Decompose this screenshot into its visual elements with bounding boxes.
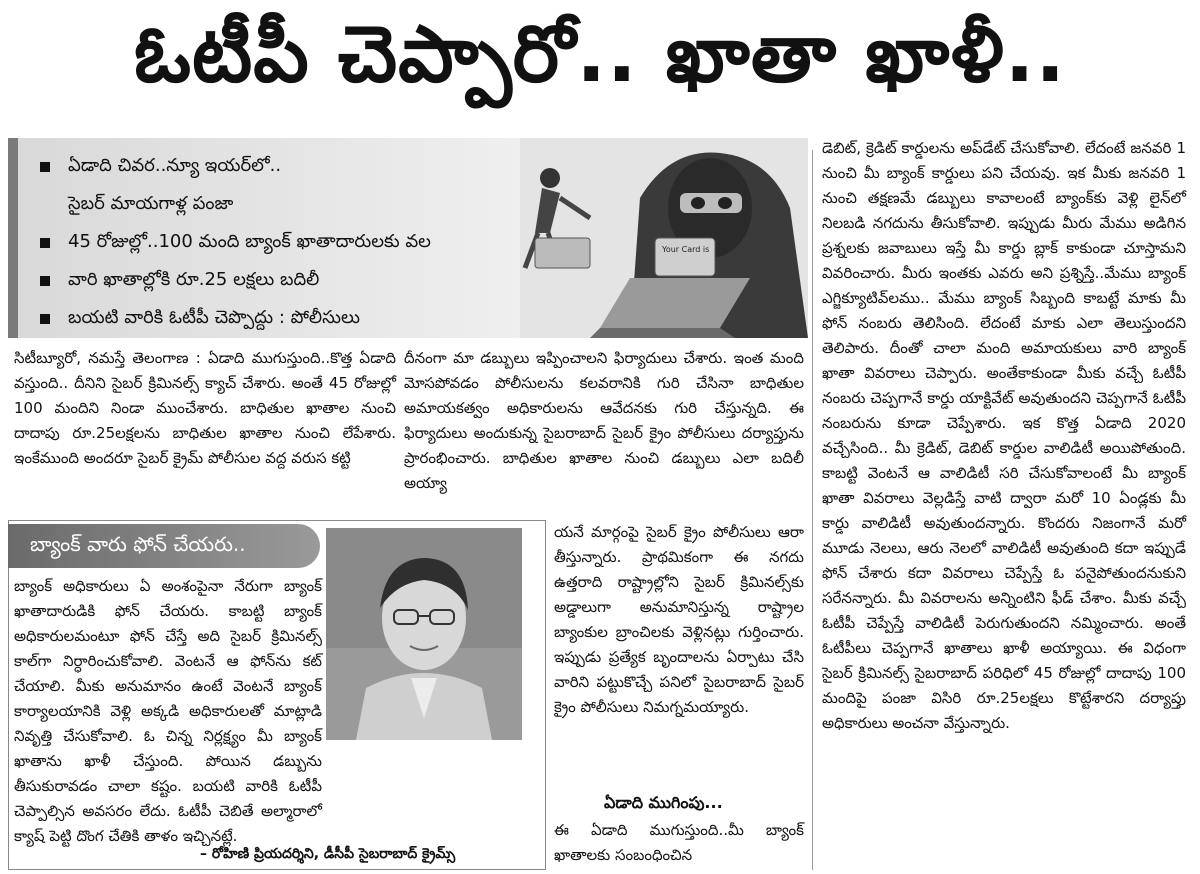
sub-heading: ఏడాది ముగింపు... <box>604 793 723 812</box>
bullet-marker-icon <box>40 314 50 324</box>
bullet-marker-icon <box>40 276 50 286</box>
column-divider <box>812 150 813 870</box>
article-paragraph: దీనంగా మా డబ్బులు ఇప్పించాలని ఫిర్యాదులు చేశారు. ఇంత మంది మోసపోవడం పోలీసులను కలవరానికి గురి చేసినా బాధితుల అమాయకత్వం అధికారులను ఆవేదనకు గురి చేస్తున్నది. ఈ ఫిర్యాదులు అందుకున్న సైబరాబాద్ సైబర్ క్రైం పోలీసులు దర్యాప్తును ప్రారంభించారు. బాధితుల ఖాతాల నుంచి డబ్బులు ఎలా బదిలీ అయ్యా <box>404 349 804 492</box>
hacker-illustration-icon <box>520 138 808 338</box>
article-column-2b <box>554 520 804 720</box>
highlight-item <box>40 186 520 224</box>
article-column-3 <box>822 136 1186 736</box>
highlight-item <box>40 224 520 262</box>
officer-photo <box>326 528 522 740</box>
hacker-photo <box>520 138 808 338</box>
article-paragraph: సిటీబ్యూరో, నమస్తే తెలంగాణ : ఏడాది ముగుస్తుంది..కొత్త ఏడాది వస్తుంది.. దీనిని సైబర్ క్రిమినల్స్ క్యాచ్ చేశారు. అంతే 45 రోజుల్లో 100 మందిని నిండా ముంచేశారు. బాధితుల ఖాతాల నుంచి దాదాపు రూ.25లక్షలను బాధితుల ఖాతాల నుంచి లేపేశారు. ఇంకేముంది అందరూ సైబర్ క్రైమ్ పోలీసుల వద్ద వరుస కట్టి <box>14 349 396 467</box>
article-paragraph: డెబిట్, క్రెడిట్ కార్డులను అప్‌డేట్ చేసుకోవాలి. లేదంటే జనవరి 1 నుంచి మీ బ్యాంక్ కార్డులు పని చేయవు. ఇక మీకు జనవరి 1 నుంచి తక్షణమే డబ్బులు కావాలంటే బ్యాంక్‌కు వెళ్లి లైన్‌లో నిలబడి నగదును తీసుకోవాలి. ఇప్పుడు మీరు మేము అడిగిన ప్రశ్నలకు జవాబులు ఇస్తే మీ కార్డు బ్లాక్ కాకుండా చూస్తామని వివరించారు. మీరు ఇంతకు ఎవరు అని ప్రశ్నిస్తే..మేము బ్యాంక్ ఎగ్జిక్యూటివ్‌లము.. మేము బ్యాంక్ సిబ్బంది కాబట్టే మాకు మీ ఫోన్ నంబరు తెలిసింది. లేదంటే మాకు ఎలా తెలుస్తుందని తెలిపారు. దీంతో చాలా మంది అమాయకులు వారి బ్యాంక్ ఖాతా వివరాలు చెప్పారు. అంతేకాకుండా మీకు వచ్చే ఓటీపీ నంబరు చెప్పగానే కార్డు యాక్టివేట్ అవుతుందని చెప్పగానే ఓటీపీ నంబరును కూడా చెప్పేశారు. ఇక కొత్త ఏడాది 2020 వచ్చేసింది.. మీ క్రెడిట్, డెబిట్ కార్డుల వాలిడిటీ అయిపోతుంది. కాబట్టి వెంటనే ఆ వాలిడిటీ సరి చేసుకోవాలంటే మీ బ్యాంక్ ఖాతా వివరాలు వెల్లడిస్తే వాటి ద్వారా మరో 10 ఏండ్లకు మీ కార్డు వాలిడిటీ అవుతుందన్నారు. కొందరు నిజంగానే మరో మూడు నెలలు, ఆరు నెలలో వాలిడిటీ అవుతుంది కదా ఇప్పుడే ఫోన్ చేశారు కదా వివరాలు చెప్పేస్తే ఓ పనైపోతుందనుకుని సరేనన్నారు. మీ వివరాలను అన్నింటిని ఫీడ్ చేశాం. మీకు వచ్చే ఓటీపీ చెప్పేస్తే వాలిడిటీ పెరుగుతుందని నమ్మించారు. అంతే ఓటీపీలు చెప్పగానే ఖాతాలు ఖాళీ అయ్యాయి. ఈ విధంగా సైబర్ క్రిమినల్స్ సైబరాబాద్ పరిధిలో 45 రోజుల్లో దాదాపు 100 మందిపై పంజా విసిరి రూ.25లక్షలు కొట్టేశారని దర్యాప్తు అధికారులు అంచనా వేస్తున్నారు. <box>822 139 1186 732</box>
highlight-text: సైబర్ మాయగాళ్ల పంజా <box>68 192 234 214</box>
article-paragraph: యనే మార్గంపై సైబర్ క్రైం పోలీసులు ఆరా తీస్తున్నారు. ప్రాథమికంగా ఈ నగదు ఉత్తరాది రాష్ట్రాల్లోని సైబర్ క్రిమినల్స్‌కు అడ్డాలుగా అనుమానిస్తున్న రాష్ట్రాల బ్యాంకుల బ్రాంచిలకు వెళ్లినట్లు గుర్తించారు. ఇప్పుడు ప్రత్యేక బృందాలను ఏర్పాటు చేసి వారిని పట్టుకొచ్చే పనిలో సైబరాబాద్ సైబర్ క్రైం పోలీసులు నిమగ్నమయ్యారు. <box>554 523 804 716</box>
officer-portrait-icon <box>326 528 522 740</box>
highlight-text: 45 రోజుల్లో..100 మంది బ్యాంక్ ఖాతాదారులకు వల <box>68 230 431 252</box>
article-paragraph: ఈ ఏడాది ముగుస్తుంది..మీ బ్యాంక్ ఖాతాలకు సంబంధించిన <box>554 821 804 864</box>
svg-text:Your Card is: Your Card is <box>662 245 710 254</box>
sidebar-body <box>14 574 322 849</box>
highlight-text: బయటి వారికి ఓటీపీ చెప్పొద్దు : పోలీసులు <box>68 306 360 328</box>
highlight-item <box>40 300 520 338</box>
highlight-text: వారి ఖాతాల్లోకి రూ.25 లక్షలు బదిలీ <box>68 268 320 290</box>
sidebar-attribution: – రోహిణి ప్రియదర్శిని, డీసీపీ సైబరాబాద్ క్రైమ్స్ <box>200 846 456 862</box>
highlight-item <box>40 262 520 300</box>
bullet-marker-icon <box>40 238 50 248</box>
highlight-item <box>40 148 520 186</box>
article-column-2 <box>404 346 804 496</box>
article-column-2c <box>554 818 804 868</box>
headline: ఓటీపీ చెప్పారో.. ఖాతా ఖాళీ.. <box>133 9 1067 100</box>
sidebar-title: బ్యాంక్ వారు ఫోన్ చేయరు.. <box>8 524 320 568</box>
article-column-1 <box>14 346 396 471</box>
highlight-text: ఏడాది చివర..న్యూ ఇయర్‌లో.. <box>68 154 282 176</box>
sidebar-paragraph: బ్యాంక్ అధికారులు ఏ అంశంపైనా నేరుగా బ్యాంక్ ఖాతాదారుడికి ఫోన్ చేయరు. కాబట్టి బ్యాంక్ అధికారులమంటూ ఫోన్ చేస్తే అది సైబర్ క్రిమినల్స్ కాల్‌గా నిర్ధారించుకోవాలి. వెంటనే ఆ ఫోన్‌ను కట్ చేయాలి. మీకు అనుమానం ఉంటే వెంటనే బ్యాంక్ కార్యాలయానికి వెళ్లి అక్కడి అధికారులతో మాట్లాడి నివృత్తి చేసుకోవాలి. ఓ చిన్న నిర్లక్ష్యం మీ బ్యాంక్ ఖాతాను ఖాళీ చేస్తుంది. పోయిన డబ్బును తీసుకురావడం చాలా కష్టం. బయటి వారికి ఓటీపీ చెప్పాల్సిన అవసరం లేదు. ఓటీపీ చెబితే అల్మారాలో క్యాష్ పెట్టి దొంగ చేతికి తాళం ఇచ్చినట్లే. <box>14 577 322 845</box>
bullet-marker-icon <box>40 162 50 172</box>
highlights-box <box>8 138 520 338</box>
